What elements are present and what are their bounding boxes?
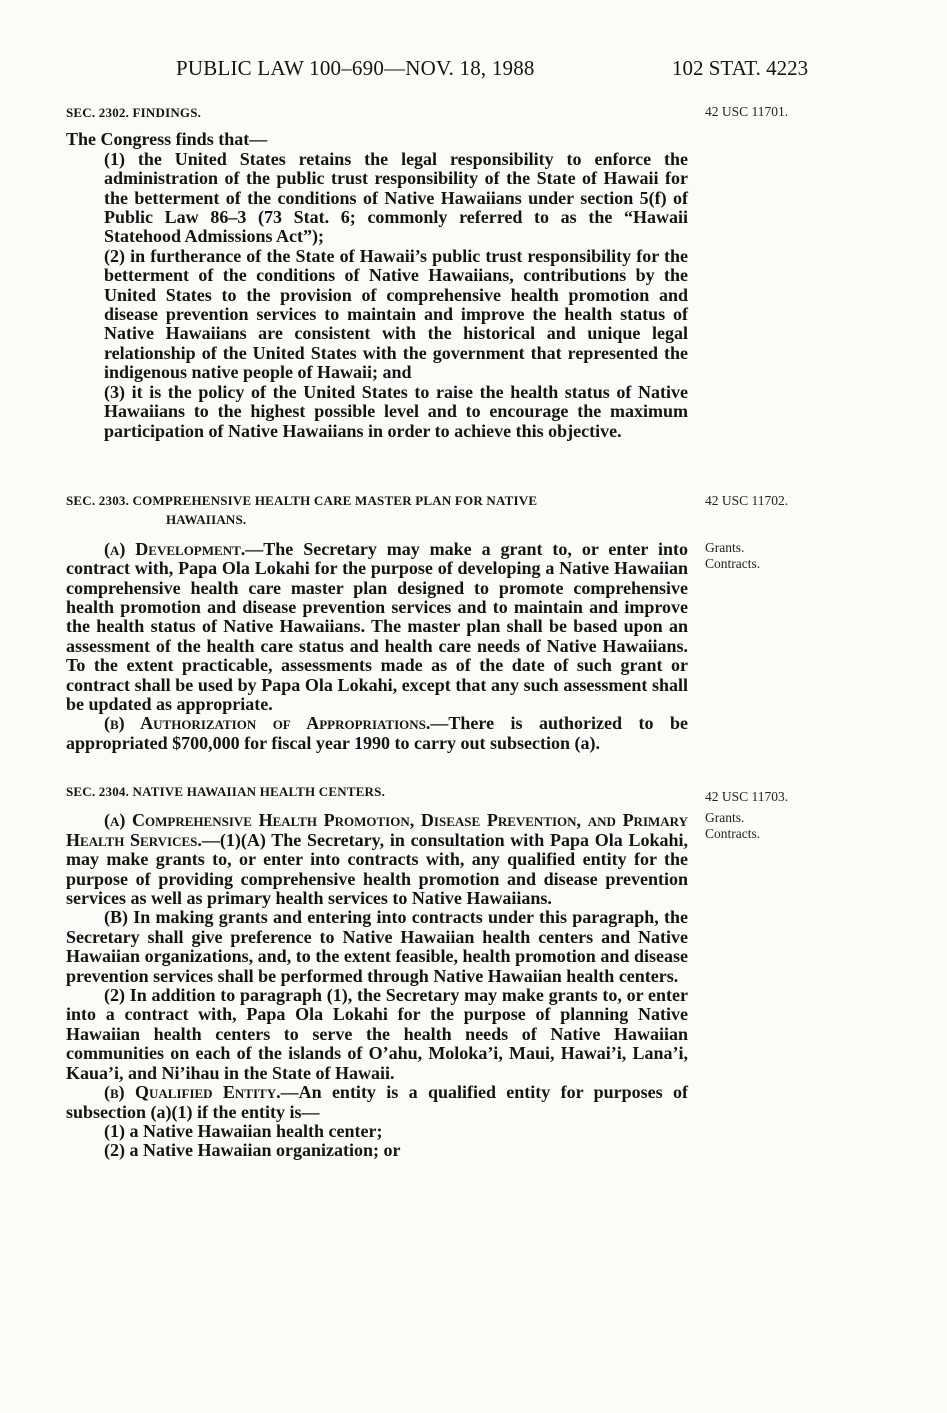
usc-citation: 42 USC 11703. — [705, 789, 789, 804]
section-2302 — [66, 103, 688, 441]
subsection-a-label: (a) Comprehensive Health Promotion, Disease Prevention, and Primary Health Services. — [66, 810, 688, 850]
section-2304 — [66, 782, 688, 1161]
page-header-stat: 102 STAT. 4223 — [672, 56, 809, 80]
page-header-title: PUBLIC LAW 100–690—NOV. 18, 1988 — [176, 56, 535, 80]
usc-citation: 42 USC 11702. — [705, 493, 789, 508]
entity-1: (1) a Native Hawaiian health center; — [104, 1120, 383, 1141]
section-heading: SEC. 2302. FINDINGS. — [66, 105, 202, 120]
subsection-b-text: —There is authorized to be appropriated $700,000 for fiscal year 1990 to carry out subsection (a). — [66, 713, 689, 753]
subsection-a-text: —The Secretary may make a grant to, or enter into contract with, Papa Ola Lokahi for the purpose of developing a Native Hawaiian comprehensive health care master plan designed to promote comprehensive health promotion and disease prevention services and to maintain and improve the health status of Native Hawaiians. The master plan shall be based upon an assessment of the health care status and health care needs of Native Hawaiians. To the extent practicable, assessments made as of the date of such grant or contract shall be used by Papa Ola Lokahi, except that any such assessment shall be updated as appropriate. — [66, 538, 688, 715]
margin-note-contracts: Contracts. — [705, 556, 761, 571]
paragraph-1b: (B) In making grants and entering into contracts under this paragraph, the Secretary shall give preference to Native Hawaiian health centers and Native Hawaiian organizations, and, to the extent feasible, health promotion and disease prevention services shall be performed through Native Hawaiian health centers. — [66, 907, 688, 986]
margin-note-grants: Grants. — [705, 540, 745, 555]
subsection-b — [66, 1083, 688, 1122]
subsection-b — [66, 714, 688, 753]
subsection-b-text: —An entity is a qualified entity for purposes of subsection (a)(1) if the entity is— — [66, 1082, 688, 1122]
section-2303 — [66, 491, 688, 753]
section-heading-line2: HAWAIIANS. — [166, 512, 247, 528]
finding-2: (2) in furtherance of the State of Hawaii’s public trust responsibility for the betterment of the conditions of Native Hawaiians, contributions by the United States to the provision of comprehensive health promotion and disease prevention services to maintain and improve the health status of Native Hawaiians are consistent with the historical and unique legal relationship of the United States with the government that represented the indigenous native people of Hawaii; and — [104, 245, 688, 383]
margin-note-contracts: Contracts. — [705, 826, 761, 841]
section-heading — [66, 491, 688, 530]
subsection-a — [66, 811, 688, 908]
subsection-b-label: (b) Qualified Entity. — [104, 1082, 281, 1103]
subsection-a-text: —(1)(A) The Secretary, in consultation with Papa Ola Lokahi, may make grants to, or enter into contracts with, any qualified entity for the purpose of providing comprehensive health promotion and disease prevention services as well as primary health services to Native Hawaiians. — [66, 829, 688, 909]
findings-intro: The Congress finds that— — [66, 129, 268, 150]
subsection-b-label: (b) Authorization of Appropriations. — [104, 713, 431, 734]
section-heading-line1: SEC. 2303. COMPREHENSIVE HEALTH CARE MASTER PLAN FOR NATIVE — [66, 493, 538, 508]
paragraph-2: (2) In addition to paragraph (1), the Secretary may make grants to, or enter into a contract with, Papa Ola Lokahi for the purpose of planning Native Hawaiian health centers to serve the health needs of Native Hawaiian communities on each of the islands of O’ahu, Moloka’i, Maui, Hawai’i, Lana’i, Kaua’i, and Ni’ihau in the State of Hawaii. — [66, 985, 688, 1083]
subsection-a-label: (a) Development. — [104, 538, 246, 559]
usc-citation: 42 USC 11701. — [705, 104, 789, 119]
margin-note-grants: Grants. — [705, 810, 745, 825]
finding-3: (3) it is the policy of the United States to raise the health status of Native Hawaiians to the highest possible level and to encourage the maximum participation of Native Hawaiians in order to achieve this objective. — [104, 381, 688, 441]
finding-1: (1) the United States retains the legal responsibility to enforce the administration of the public trust responsibility of the State of Hawaii for the betterment of the conditions of Native Hawaiians under section 5(f) of Public Law 86–3 (73 Stat. 6; commonly referred to as the “Hawaii Statehood Admissions Act”); — [104, 148, 688, 247]
entity-2: (2) a Native Hawaiian organization; or — [104, 1140, 401, 1161]
section-heading: SEC. 2304. NATIVE HAWAIIAN HEALTH CENTERS. — [66, 784, 386, 799]
subsection-a — [66, 540, 688, 715]
